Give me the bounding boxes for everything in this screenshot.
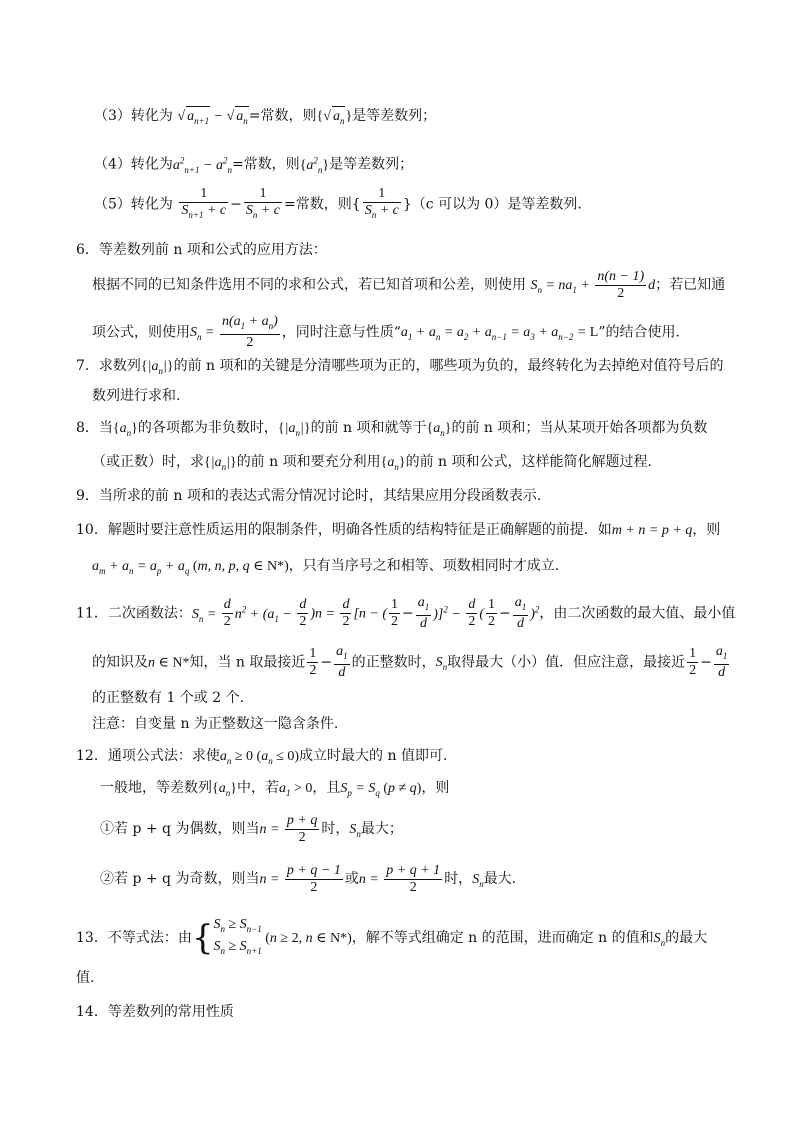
formula: $\{a^2_n\}$ xyxy=(299,155,330,175)
section-6-title: 6．等差数列前 n 项和公式的应用方法： xyxy=(76,242,327,258)
section-12-line1: 12．通项公式法：求使$a_n \ge 0$ $(a_n \le 0)$成立时最大的 n 值即可. xyxy=(76,748,448,766)
formula: $\{a_n\}$ xyxy=(426,421,452,438)
section-11-line3: 的正整数有 1 个或 2 个. xyxy=(92,690,245,706)
fraction: $\frac{1}{S_n + c}$ xyxy=(364,186,399,220)
section-6-line2: 项公式，则使用$S_n$ = $\frac{n(a_1 + a_n)}{2}$ ，同时注意与性质“$a_1 + a_n = a_2 + a_{n-1} = a_3 + a_{n-2} = L$”的结合使用. xyxy=(92,314,680,350)
fraction: $\frac{n(a_1 + a_n)}{2}$ xyxy=(221,314,278,350)
formula: $a_n \ge 0$ $(a_n \le 0)$ xyxy=(219,749,300,766)
formula: $a^2_{n+1} - a^2_n$ xyxy=(172,155,232,175)
section-13-line2: 值. xyxy=(76,970,95,986)
fraction: $\frac{n(n - 1)}{2}$ xyxy=(597,268,645,301)
formula: $\{a_n\}$ xyxy=(112,421,138,438)
section-7-line2: 数列进行求和. xyxy=(92,388,181,404)
left-brace: { xyxy=(191,917,214,958)
formula: {√ $a_n$} xyxy=(317,109,353,124)
formula: $\{|a_n|\}$ xyxy=(204,455,237,472)
section-13-line1: 13．不等式法：由{$S_n \ge S_{n-1}$ $S_n \ge S_{n+1}$ (n ≥ 2, n ∈ N*)，解不等式组确定 n 的范围，进而确定 n 的值和$S_n$的最大 xyxy=(76,917,708,958)
section-11-line1: 11．二次函数法：$S_n$ = $\frac{d}{2}$ $n^2 + (a_1$ − $\frac{d}{2}$ )n = $\frac{d}{2}$ [n − ( $\frac{1}{2}$ − $\frac{a_1}{d}$ )]$^2$ − $\frac{d}{2}$ ( $\frac{1}{2}$ − $\frac{a_1}{d}$ )$^2$，由二次函数的最大值、最小值 xyxy=(76,595,736,632)
section-11-line2: 的知识及n ∈ N*知，当 n 取最接近 $\frac{1}{2}$ − $\frac{a_1}{d}$ 的正整数时，$S_n$取得最大（小）值．但应注意，最接近 $\frac{1}{2}$ − $\frac{a_1}{d}$ xyxy=(92,644,728,680)
formula: $\{|a_n|\}$ xyxy=(277,421,311,438)
formula: $a_m + a_n = a_p + a_q$ (m, n, p, q ∈ N*) xyxy=(92,559,289,576)
section-8-line2: （或正数）时，求$\{|a_n|\}$的前 n 项和要充分利用$\{a_n\}$的前 n 项和公式，这样能简化解题过程. xyxy=(92,454,652,472)
section-12-case2: ②若 p + q 为奇数，则当n = $\frac{p + q - 1}{2}$ 或n = $\frac{p + q + 1}{2}$ 时，$S_n$最大. xyxy=(100,862,517,895)
item-5: （5）转化为 $\frac{1}{S_{n+1} + c}$ − $\frac{1}{S_n + c}$ =常数，则{ $\frac{1}{S_n + c}$ }（c 可以为 0）是等差数列. xyxy=(94,186,582,223)
fraction: $\frac{1}{S_{n+1} + c}$ xyxy=(181,186,227,220)
section-10-line2: $a_m + a_n = a_p + a_q$ (m, n, p, q ∈ N*)，只有当序号之和相等、项数相同时才成立. xyxy=(92,558,560,576)
section-12-case1: ①若 p + q 为偶数，则当n = $\frac{p + q}{2}$ 时，$S_n$最大； xyxy=(100,812,403,845)
inequality-system: $S_n \ge S_{n-1}$ $S_n \ge S_{n+1}$ xyxy=(213,917,262,956)
section-12-line2: 一般地，等差数列$\{a_n\}$中，若$a_1 > 0$，且$S_p = S_q$ (p ≠ q)，则 xyxy=(100,780,450,798)
item-3: （3）转化为 √ $a_{n+1}$ − √ $a_n=$常数，则{√ $a_n$}是等差数列； xyxy=(94,106,436,131)
formula: $S_n$ = xyxy=(190,325,218,343)
formula: $\{|a_n|\}$ xyxy=(140,359,174,376)
formula: √ $a_{n+1}$ − √ $a_n$ xyxy=(177,109,248,124)
formula: $S_n$ = xyxy=(191,606,220,624)
section-14-title: 14．等差数列的常用性质 xyxy=(76,1004,234,1020)
section-7-line1: 7．求数列$\{|a_n|\}$的前 n 项和的关键是分清哪些项为正的，哪些项为负的，最终转化为去掉绝对值符号后的 xyxy=(76,358,724,376)
item-4: （4）转化为$a^2_{n+1} - a^2_n=$常数，则$\{a^2_n\}$是等差数列； xyxy=(94,155,414,175)
section-6-line1: 根据不同的已知条件选用不同的求和公式，若已知首项和公差，则使用 $S_n = na_1$ + $\frac{n(n - 1)}{2}$ d；若已知通 xyxy=(92,268,726,301)
section-9: 9．当所求的前 n 项和的表达式需分情况讨论时，其结果应用分段函数表示. xyxy=(76,488,542,504)
formula: $S_n = na_1$ + xyxy=(530,278,594,295)
section-10-line1: 10．解题时要注意性质运用的限制条件，明确各性质的结构特征是正确解题的前提．如m + n = p + q，则 xyxy=(76,522,721,538)
fraction: $\frac{1}{S_n + c}$ xyxy=(245,186,281,220)
formula: m + n = p + q xyxy=(611,523,693,538)
formula: $a_1 + a_n = a_2 + a_{n-1} = a_3 + a_{n-2} = L$ xyxy=(400,325,599,343)
formula: $\{a_n\}$ xyxy=(380,455,406,472)
formula: n ∈ N* xyxy=(148,655,190,671)
section-11-note: 注意：自变量 n 为正整数这一隐含条件. xyxy=(92,716,339,732)
section-8-line1: 8．当$\{a_n\}$的各项都为非负数时，$\{|a_n|\}$的前 n 项和就等于$\{a_n\}$的前 n 项和；当从某项开始各项都为负数 xyxy=(76,420,708,438)
